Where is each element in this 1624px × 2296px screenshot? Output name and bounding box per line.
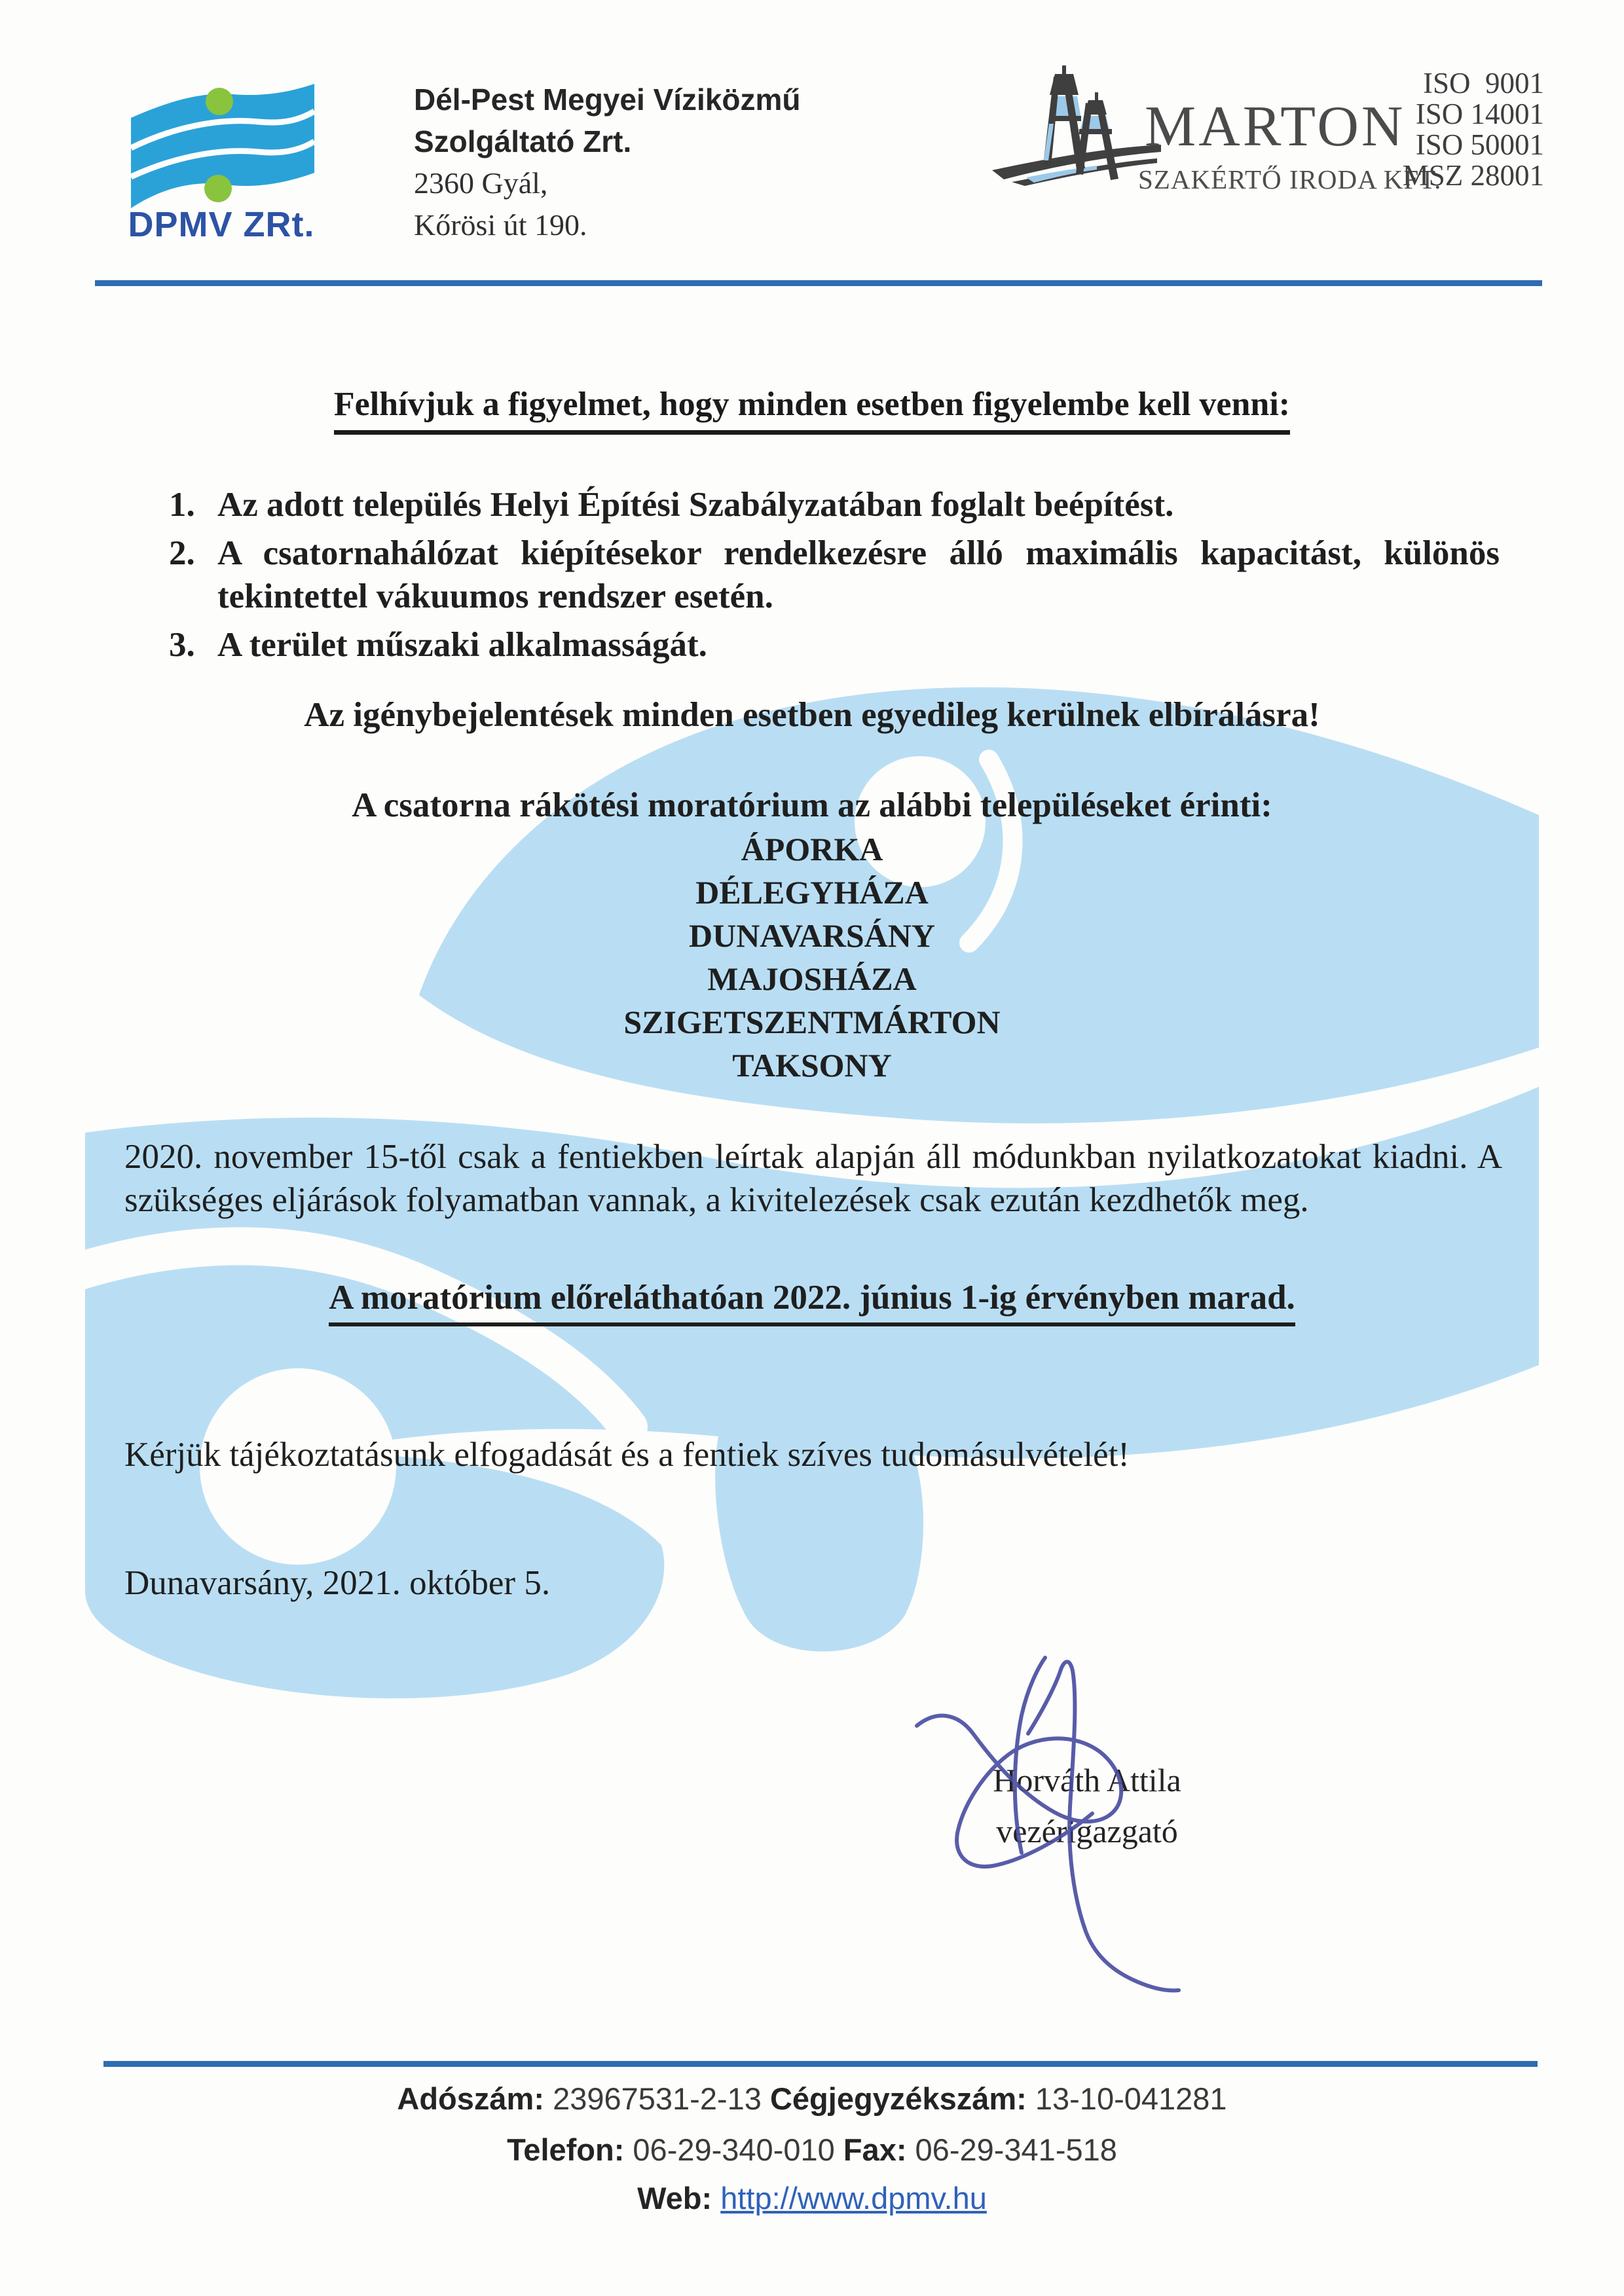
dpmv-wordmark: DPMV ZRt. (128, 205, 315, 244)
list-item (169, 532, 1500, 618)
sender-company-info (414, 79, 872, 246)
marton-wordmark: MARTON (1145, 95, 1406, 158)
town-name: ÁPORKA (741, 831, 883, 867)
tax-number-value: 23967531-2-13 (553, 2081, 762, 2116)
statement-paragraph: 2020. november 15-től csak a fentiekben leírtak alapján áll módunkban nyilatkozatokat kiadni. A szükséges eljárások folyamatban vannak, a kivitelezések csak ezután kezdhetők meg. (124, 1138, 1502, 1219)
handwritten-signature (904, 1650, 1211, 2016)
signatory-title: vezérigazgató (996, 1813, 1178, 1850)
signatory-name: Horváth Attila (993, 1762, 1181, 1798)
header-divider-rule (95, 280, 1542, 286)
list-item-number: 1. (169, 486, 195, 524)
company-address-line2: Kőrösi út 190. (414, 208, 587, 242)
marton-subtitle: SZAKÉRTŐ IRODA KFT. (1138, 164, 1442, 194)
individual-review-note: Az igénybejelentések minden esetben egyedileg kerülnek elbírálásra! (304, 696, 1320, 734)
company-name-line2: Szolgáltató Zrt. (414, 124, 632, 158)
town-name: TAKSONY (732, 1047, 892, 1084)
footer-web-line (0, 2180, 1624, 2216)
phone-value: 06-29-340-010 (633, 2132, 835, 2167)
company-address-line1: 2360 Gyál, (414, 166, 548, 200)
list-item (169, 483, 1500, 526)
list-item-text: Az adott település Helyi Építési Szabályzatában foglalt beépítést. (217, 486, 1174, 524)
moratorium-deadline: A moratórium előreláthatóan 2022. június 1-ig érvényben marad. (329, 1278, 1295, 1326)
town-name: SZIGETSZENTMÁRTON (623, 1004, 1001, 1040)
web-label: Web: (637, 2181, 712, 2215)
list-item-number: 2. (169, 534, 195, 572)
footer-contact-line (0, 2132, 1624, 2168)
fax-value: 06-29-341-518 (915, 2132, 1117, 2167)
town-name: DÉLEGYHÁZA (695, 874, 929, 911)
numbered-list (169, 483, 1500, 672)
list-item-text: A terület műszaki alkalmasságát. (217, 626, 707, 664)
company-registry-label: Cégjegyzékszám: (769, 2081, 1027, 2116)
dpmv-logo-green-dot-bottom (204, 175, 232, 202)
cert-iso-50001: ISO 50001 (1415, 128, 1544, 161)
notice-heading-row (124, 385, 1500, 435)
phone-label: Telefon: (507, 2132, 625, 2167)
company-name-line1: Dél-Pest Megyei Víziközmű (414, 82, 801, 117)
company-registry-value: 13-10-041281 (1035, 2081, 1227, 2116)
list-item-number: 3. (169, 626, 195, 664)
town-name: MAJOSHÁZA (707, 960, 917, 997)
notice-heading: Felhívjuk a figyelmet, hogy minden esetben figyelembe kell venni: (334, 385, 1290, 435)
footer-registration-line (0, 2081, 1624, 2117)
cert-iso-9001: ISO 9001 (1422, 67, 1544, 100)
tax-number-label: Adószám: (397, 2081, 544, 2116)
list-item (169, 623, 1500, 666)
closing-sentence: Kérjük tájékoztatásunk elfogadását és a fentiek szíves tudomásulvételét! (124, 1436, 1130, 1474)
footer-divider-rule (103, 2061, 1538, 2067)
affected-towns-list (124, 828, 1500, 1087)
deadline-row (124, 1278, 1500, 1326)
place-and-date: Dunavarsány, 2021. október 5. (124, 1564, 551, 1602)
cert-msz-28001: MSZ 28001 (1402, 159, 1544, 192)
dpmv-website-link[interactable]: http://www.dpmv.hu (720, 2181, 987, 2215)
list-item-text: A csatornahálózat kiépítésekor rendelkezésre álló maximális kapacitást, különös tekintettel vákuumos rendszer esetén. (217, 534, 1500, 615)
certification-list (1342, 68, 1544, 191)
dpmv-logo-green-dot-top (206, 88, 233, 115)
cert-iso-14001: ISO 14001 (1415, 98, 1544, 130)
fax-label: Fax: (843, 2132, 907, 2167)
dpmv-logo (128, 77, 318, 215)
town-name: DUNAVARSÁNY (688, 917, 935, 954)
moratorium-intro: A csatorna rákötési moratórium az alábbi településeket érinti: (352, 786, 1272, 824)
